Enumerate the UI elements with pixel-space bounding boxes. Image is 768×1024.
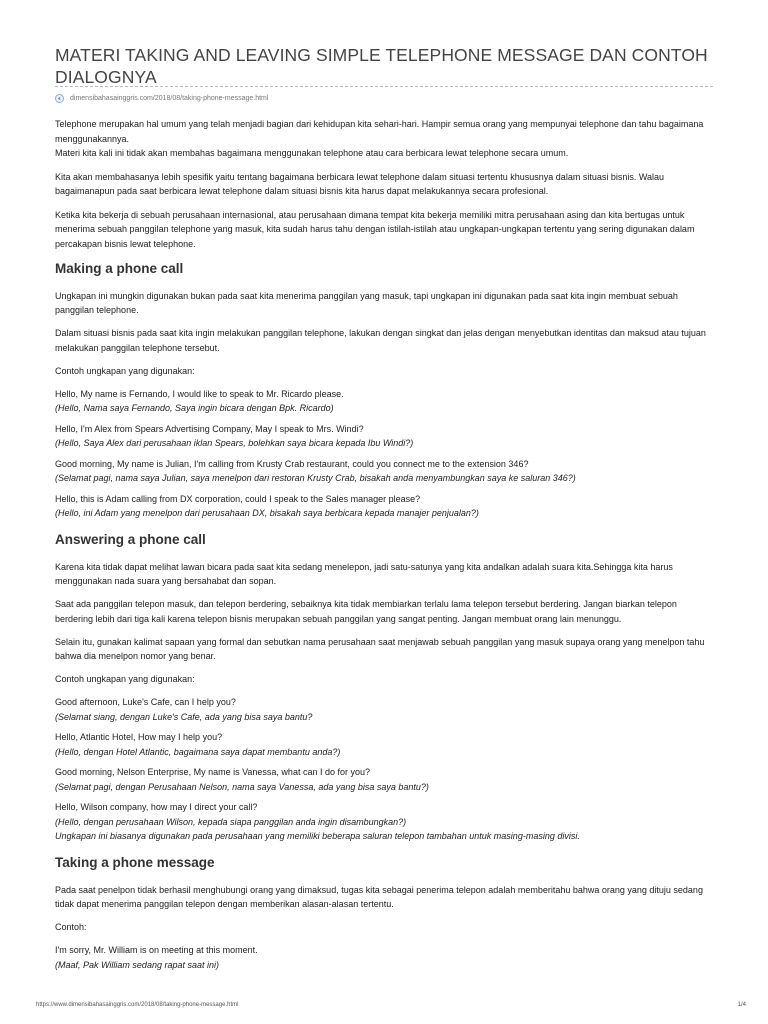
- title-divider: [55, 86, 713, 87]
- intro-paragraph-2: Kita akan membahasanya lebih spesifik yaitu tentang bagaimana berbicara lewat telephone dalam situasi tertentu khususnya dalam situasi bisnis. Walau bagaimanapun pada saat berbicara lewat telephone dalam situasi bisnis kita harus dapat melakukannya secara profesional.: [55, 171, 665, 196]
- footer-url[interactable]: https://www.dimensibahasainggris.com/2018/08/taking-phone-message.html: [36, 1002, 239, 1008]
- section2-paragraph-3: Selain itu, gunakan kalimat sapaan yang formal dan sebutkan nama perusahaan saat menjawab sebuah panggilan yang masuk supaya orang yang menelpon tahu bahwa dia menelpon nomor yang benar.: [55, 636, 705, 661]
- example-translation: (Selamat pagi, dengan Perusahaan Nelson, nama saya Vanessa, ada yang bisa saya bantu?): [55, 781, 429, 792]
- section2-paragraph-4: Contoh ungkapan yang digunakan:: [55, 674, 195, 684]
- example-english: I'm sorry, Mr. William is on meeting at this moment.: [55, 945, 258, 955]
- example-translation: (Maaf, Pak William sedang rapat saat ini): [55, 959, 219, 970]
- example-translation: (Selamat pagi, nama saya Julian, saya menelpon dari restoran Krusty Crab, bisakah anda menyambungkan saya ke saluran 346?): [55, 473, 576, 483]
- section-heading-taking-message: Taking a phone message: [55, 854, 215, 870]
- section3-paragraph-2: Contoh:: [55, 922, 87, 932]
- page-number: 1/4: [737, 1002, 746, 1008]
- example-english: Hello, My name is Fernando, I would like to speak to Mr. Ricardo please.: [55, 388, 344, 399]
- example-english: Hello, Atlantic Hotel, How may I help you?: [55, 732, 223, 742]
- intro-text-1: Telephone merupakan hal umum yang telah menjadi bagian dari kehidupan kita sehari-hari. Hampir semua orang yang mempunyai telephone dan tahu bagaimana menggunakannya.: [55, 119, 704, 144]
- example-english: Good morning, Nelson Enterprise, My name is Vanessa, what can I do for you?: [55, 767, 370, 777]
- link-icon: [55, 94, 66, 103]
- example-translation: (Hello, dengan perusahaan Wilson, kepada siapa panggilan anda ingin disambungkan?): [55, 816, 407, 827]
- example-item: [55, 422, 715, 451]
- section1-paragraph-2: Dalam situasi bisnis pada saat kita ingin melakukan panggilan telephone, lakukan dengan singkat dan jelas dengan menyebutkan identitas dan maksud atau tujuan melakukan panggilan telephone tersebut.: [55, 328, 706, 353]
- example-translation: (Hello, Nama saya Fernando, Saya ingin bicara dengan Bpk. Ricardo): [55, 403, 334, 413]
- section1-paragraph-1: Ungkapan ini mungkin digunakan bukan pada saat kita menerima panggilan yang masuk, tapi ungkapan ini digunakan pada saat kita ingin membuat sebuah panggilan telephone.: [55, 290, 678, 315]
- example-item: [55, 492, 715, 521]
- example-item: [55, 730, 715, 759]
- source-link[interactable]: [55, 92, 268, 104]
- example-item: [55, 800, 715, 844]
- example-item: [55, 765, 715, 794]
- source-url: dimensibahasainggris.com/2018/08/taking-phone-message.html: [70, 94, 269, 102]
- example-item: [55, 695, 715, 724]
- example-english: Hello, I'm Alex from Spears Advertising Company, May I speak to Mrs. Windi?: [55, 423, 364, 434]
- example-english: Good afternoon, Luke's Cafe, can I help you?: [55, 697, 236, 707]
- section2-paragraph-1: Karena kita tidak dapat melihat lawan bicara pada saat kita sedang menelepon, jadi satu-satunya yang kita andalkan adalah suara kita.Sehingga kita harus menggunakan nada suara yang bersahabat dan sopan.: [55, 561, 673, 586]
- intro-paragraph-1: [55, 117, 715, 161]
- intro-paragraph-3: Ketika kita bekerja di sebuah perusahaan internasional, atau perusahaan dimana tempat kita bekerja memiliki mitra perusahaan asing dan kita bertugas untuk menerima sebuah panggilan telephone yang masuk, kita sudah harus tahu dengan istilah-istilah atau ungkapan-ungkapan tertentu yang sering digunakan dalam percakapan bisnis lewat telephone.: [55, 209, 695, 249]
- example-translation: (Hello, ini Adam yang menelpon dari perusahaan DX, bisakah saya berbicara kepada manajer penjualan?): [55, 508, 479, 518]
- example-translation: (Hello, dengan Hotel Atlantic, bagaimana saya dapat membantu anda?): [55, 746, 341, 757]
- example-english: Hello, this is Adam calling from DX corporation, could I speak to the Sales manager please?: [55, 493, 421, 504]
- article-body: [55, 117, 715, 978]
- page-title: MATERI TAKING AND LEAVING SIMPLE TELEPHONE MESSAGE DAN CONTOH DIALOGNYA: [55, 45, 708, 87]
- example-item: [55, 457, 715, 486]
- section2-paragraph-2: Saat ada panggilan telepon masuk, dan telepon berdering, sebaiknya kita tidak membiarkan terlalu lama telepon tersebut berdering. Jangan biarkan telepon berdering lebih dari tiga kali karena telepon bisnis merupakan sebuah panggilan yang sangat penting. Jangan membuat orang lain menunggu.: [55, 599, 677, 624]
- section3-paragraph-1: Pada saat penelpon tidak berhasil menghubungi orang yang dimaksud, tugas kita sebagai penerima telepon adalah memberitahu bahwa orang yang dituju sedang tidak dapat menerima panggilan telepon dengan memberikan alasan-alasan tertentu.: [55, 884, 703, 909]
- example-translation: (Hello, Saya Alex dari perusahaan iklan Spears, bolehkan saya bicara kepada Ibu Windi?): [55, 438, 414, 448]
- example-note: Ungkapan ini biasanya digunakan pada perusahaan yang memiliki beberapa saluran telepon tambahan untuk masing-masing divisi.: [55, 831, 580, 841]
- section1-paragraph-3: Contoh ungkapan yang digunakan:: [55, 365, 195, 376]
- section-heading-making-call: Making a phone call: [55, 260, 184, 276]
- section-heading-answering-call: Answering a phone call: [55, 531, 206, 547]
- intro-text-1b: Materi kita kali ini tidak akan membahas bagaimana menggunakan telephone atau cara berbicara lewat telephone secara umum.: [55, 148, 569, 158]
- example-item: [55, 943, 715, 972]
- example-translation: (Selamat siang, dengan Luke's Cafe, ada yang bisa saya bantu?: [55, 711, 313, 722]
- example-item: [55, 387, 715, 416]
- page-footer: [0, 1000, 768, 1014]
- example-english: Hello, Wilson company, how may I direct your call?: [55, 802, 258, 812]
- example-english: Good morning, My name is Julian, I'm calling from Krusty Crab restaurant, could you connect me to the extension 346?: [55, 458, 529, 469]
